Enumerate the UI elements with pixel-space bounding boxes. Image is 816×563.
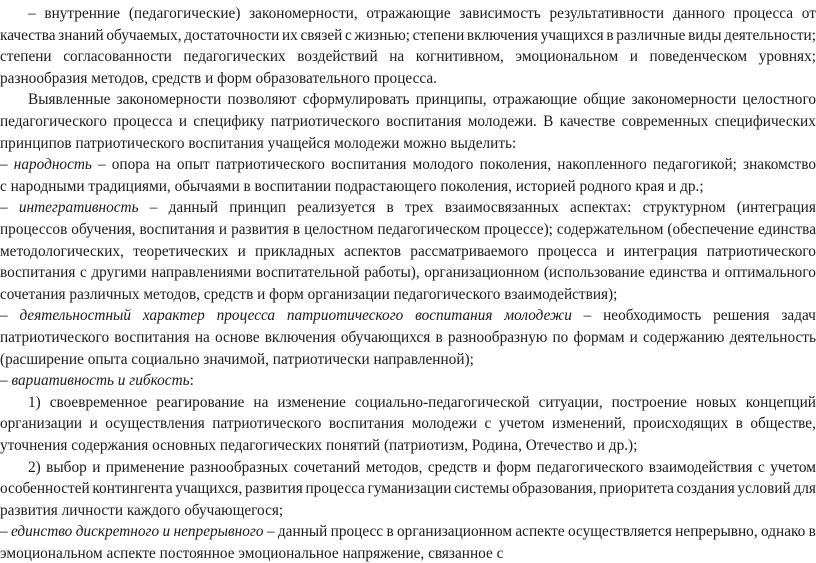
word: аспектах:: [570, 199, 631, 217]
word: патриотического: [0, 329, 109, 347]
word: (интеграция: [737, 199, 816, 217]
word: решения: [713, 307, 769, 325]
word: обучаемых,: [106, 27, 181, 45]
word: патриотического: [271, 113, 380, 131]
word: организационном: [424, 264, 539, 282]
word: и: [92, 459, 100, 477]
text-line: [0, 27, 816, 45]
word: новых: [696, 394, 737, 412]
word: единства: [758, 221, 816, 239]
word: учетом: [499, 415, 545, 433]
word: непрерывного: [174, 523, 264, 541]
word: учащихся,: [175, 480, 242, 498]
word: от: [802, 5, 816, 23]
word: сформулировать: [303, 91, 410, 109]
word: В: [543, 113, 553, 131]
word: данный: [278, 523, 327, 541]
word: виды: [688, 27, 721, 45]
word: обучения,: [71, 221, 135, 239]
word: формам: [573, 329, 624, 347]
word: сочетаний: [294, 459, 361, 477]
word: –: [584, 307, 592, 325]
text-line: [0, 91, 816, 109]
text-line: [0, 156, 816, 174]
word: социально-педагогической: [355, 394, 530, 412]
word: и: [483, 459, 491, 477]
word: своевременное: [50, 394, 148, 412]
word: процессе);: [484, 221, 553, 239]
word: знаний: [58, 27, 104, 45]
word: молодежи.: [468, 113, 537, 131]
word: для: [793, 480, 815, 498]
word: молодежи: [504, 307, 572, 325]
word: средств: [428, 459, 478, 477]
word: с: [345, 27, 352, 45]
word: контингента: [92, 480, 172, 498]
word: структурном: [643, 199, 726, 217]
word: в: [386, 199, 393, 217]
word: методологических,: [0, 243, 124, 261]
word: воспитания: [386, 113, 461, 131]
word: деятельностный: [19, 307, 131, 325]
word: молодежи: [412, 415, 477, 433]
text-line: [0, 523, 816, 541]
text-line: [0, 221, 816, 239]
word: процесса: [305, 480, 364, 498]
word: результативности: [550, 5, 665, 23]
word: гуманизации: [368, 480, 452, 498]
word: образования,: [512, 480, 597, 498]
word: знакомство: [743, 156, 816, 174]
text-line: [0, 394, 816, 412]
word: педагогическом: [377, 221, 480, 239]
word: –: [0, 307, 8, 325]
word: отражающие: [366, 5, 450, 23]
word: когнитивном,: [416, 48, 504, 66]
text-line: разнообразия методов, средств и форм образовательного процесса.: [0, 70, 816, 88]
word: процесс: [331, 523, 383, 541]
word: на: [156, 156, 171, 174]
word: построение: [612, 394, 687, 412]
word: и: [163, 523, 171, 541]
word: 2): [28, 459, 41, 477]
word: дискретного: [76, 523, 159, 541]
word: (педагогические): [129, 5, 241, 23]
word: накопленного: [557, 156, 646, 174]
word: процесса: [734, 5, 793, 23]
word: качестве: [560, 113, 616, 131]
text-line: развития личности каждого обучающегося;: [0, 502, 816, 520]
word: необходимость: [603, 307, 701, 325]
word: степени: [0, 48, 52, 66]
word: процесса: [113, 113, 172, 131]
word: интеграция: [624, 243, 698, 261]
word: с: [758, 459, 765, 477]
word: молодого: [413, 156, 474, 174]
word: жизнью;: [354, 27, 410, 45]
word: зависимость: [459, 5, 540, 23]
text-line: [0, 480, 816, 498]
word: воспитания: [114, 329, 189, 347]
word: воспитания: [329, 415, 404, 433]
word: воспитания: [415, 307, 492, 325]
word: патриотического: [216, 156, 325, 174]
word: качества: [0, 27, 56, 45]
word: закономерности,: [249, 5, 358, 23]
word: на: [195, 329, 210, 347]
word: в: [386, 523, 393, 541]
word: единство: [11, 523, 72, 541]
word: взаимодействия: [649, 459, 753, 477]
word: характер: [143, 307, 205, 325]
text-line: сочетания различных методов, средств и форм организации педагогического взаимодействия);: [0, 286, 816, 304]
word: патриотического: [212, 415, 321, 433]
word: рассматриваемого: [410, 243, 528, 261]
word: особенностей: [0, 480, 90, 498]
word: создания: [677, 480, 735, 498]
word: воспитательной: [256, 264, 360, 282]
word: специфику: [193, 113, 264, 131]
word: педагогического: [0, 113, 107, 131]
word: в: [293, 221, 300, 239]
word: воспитания: [0, 264, 75, 282]
word: их: [282, 27, 298, 45]
word: включения: [265, 329, 336, 347]
word: воспитания: [140, 221, 215, 239]
word: процесса: [538, 243, 597, 261]
word: и: [606, 243, 614, 261]
word: взаимосвязанных: [445, 199, 559, 217]
text-line: [0, 199, 816, 217]
text-line: [0, 113, 816, 131]
word: выбор: [46, 459, 87, 477]
word: реагирование: [156, 394, 244, 412]
word: применение: [106, 459, 185, 477]
word: с: [80, 264, 87, 282]
word: и: [90, 415, 98, 433]
word: –: [28, 5, 36, 23]
word: специфических: [715, 113, 816, 131]
word: педагогических: [183, 48, 285, 66]
text-line: с народными традициями, обычаями в воспитании подрастающего поколения, историей родного края и др.;: [0, 178, 816, 196]
word: принципы,: [416, 91, 487, 109]
word: аспекте: [515, 523, 564, 541]
word: однако: [761, 523, 805, 541]
text-line: [0, 307, 816, 325]
word: с: [484, 415, 491, 433]
word: патриотического: [287, 307, 404, 325]
word: системы: [454, 480, 509, 498]
word: внутренние: [44, 5, 120, 23]
word: аспектов: [344, 243, 401, 261]
word: –: [267, 523, 275, 541]
word: основе: [215, 329, 260, 347]
word: концепций: [746, 394, 816, 412]
word: форм: [496, 459, 531, 477]
word: организационном: [397, 523, 512, 541]
word: организации: [0, 415, 82, 433]
word: оптимального: [725, 264, 816, 282]
word: процесса: [217, 307, 275, 325]
word: –: [0, 199, 8, 217]
word: учащихся: [541, 27, 604, 45]
word: воспитания: [331, 156, 406, 174]
word: поведенческом: [649, 48, 747, 66]
word: разнообразную: [448, 329, 548, 347]
word: по: [552, 329, 568, 347]
word: происходящих: [633, 415, 728, 433]
word: прикладных: [255, 243, 335, 261]
text-line: [0, 48, 816, 66]
word: учетом: [770, 459, 816, 477]
text-line: (расширение опыта социально значимой, патриотически направленной);: [0, 351, 816, 369]
word: позволяют: [227, 91, 296, 109]
word: содержанию: [643, 329, 724, 347]
word: обществе,: [750, 415, 816, 433]
word: непрерывно,: [675, 523, 757, 541]
word: и: [712, 264, 720, 282]
word: –: [150, 199, 158, 217]
word: согласованности: [63, 48, 172, 66]
word: реализуется: [297, 199, 375, 217]
word: направлениями: [151, 264, 251, 282]
word: закономерности: [117, 91, 222, 109]
word: закономерности: [632, 91, 737, 109]
word: в: [809, 523, 816, 541]
word: разнообразных: [190, 459, 288, 477]
word: задач: [781, 307, 816, 325]
word: целостного: [743, 91, 816, 109]
word: воздействий: [297, 48, 377, 66]
word: на: [253, 394, 268, 412]
word: методов,: [366, 459, 423, 477]
word: уровнях;: [759, 48, 816, 66]
word: включения: [467, 27, 538, 45]
word: (использование: [544, 264, 645, 282]
word: педагогикой;: [653, 156, 737, 174]
text-line: эмоциональном аспекте постоянное эмоциональное напряжение, связанное с: [0, 545, 816, 563]
word: интегративность: [19, 199, 139, 217]
word: 1): [28, 394, 41, 412]
word: народность: [14, 156, 92, 174]
word: содержательном: [557, 221, 664, 239]
word: достаточности: [184, 27, 279, 45]
text-line: [0, 5, 816, 23]
word: другими: [91, 264, 146, 282]
word: –: [0, 156, 8, 174]
word: данного: [673, 5, 725, 23]
word: в: [435, 329, 442, 347]
text-line: [0, 243, 816, 261]
word: и: [630, 329, 638, 347]
word: условий: [737, 480, 790, 498]
word: работы),: [364, 264, 420, 282]
text-line: [0, 459, 816, 477]
word: деятельности;: [724, 27, 816, 45]
word: на: [389, 48, 404, 66]
word: данный: [169, 199, 218, 217]
word: патриотического: [707, 243, 816, 261]
word: ситуации,: [539, 394, 603, 412]
word: в: [606, 27, 613, 45]
word: Выявленные: [28, 91, 110, 109]
word: –: [0, 523, 8, 541]
text-line: – вариативность и гибкость:: [0, 372, 816, 390]
word: и: [630, 48, 638, 66]
word: опора: [112, 156, 150, 174]
word: современных: [622, 113, 709, 131]
word: и: [238, 243, 246, 261]
word: степени: [413, 27, 465, 45]
word: деятельность: [730, 329, 816, 347]
word: эмоциональном: [515, 48, 618, 66]
word: (обеспечение: [667, 221, 754, 239]
word: приоритета: [599, 480, 674, 498]
word: целостном: [304, 221, 373, 239]
word: различные: [616, 27, 685, 45]
word: и: [219, 221, 227, 239]
word: обучающихся: [341, 329, 430, 347]
word: изменение: [277, 394, 346, 412]
word: осуществления: [105, 415, 205, 433]
text-line: [0, 264, 816, 282]
word: принцип: [229, 199, 286, 217]
word: –: [98, 156, 106, 174]
word: теоретических: [133, 243, 228, 261]
word: общие: [583, 91, 625, 109]
word: единства: [649, 264, 707, 282]
word: связей: [300, 27, 342, 45]
word: в: [736, 415, 743, 433]
word: развития: [231, 221, 289, 239]
word: отражающие: [493, 91, 577, 109]
word: и: [179, 113, 187, 131]
word: поколения,: [480, 156, 552, 174]
text-line: [0, 329, 816, 347]
word: осуществляется: [568, 523, 672, 541]
word: изменений,: [552, 415, 626, 433]
text-line: уточнения содержания основных педагогических понятий (патриотизм, Родина, Отечество и др.);: [0, 437, 816, 455]
word: опыт: [177, 156, 210, 174]
word: трех: [405, 199, 434, 217]
word: развития: [245, 480, 303, 498]
text-line: принципов патриотического воспитания учащейся молодежи можно выделить:: [0, 135, 816, 153]
word: процессов: [0, 221, 67, 239]
text-line: [0, 415, 816, 433]
word: педагогического: [537, 459, 644, 477]
